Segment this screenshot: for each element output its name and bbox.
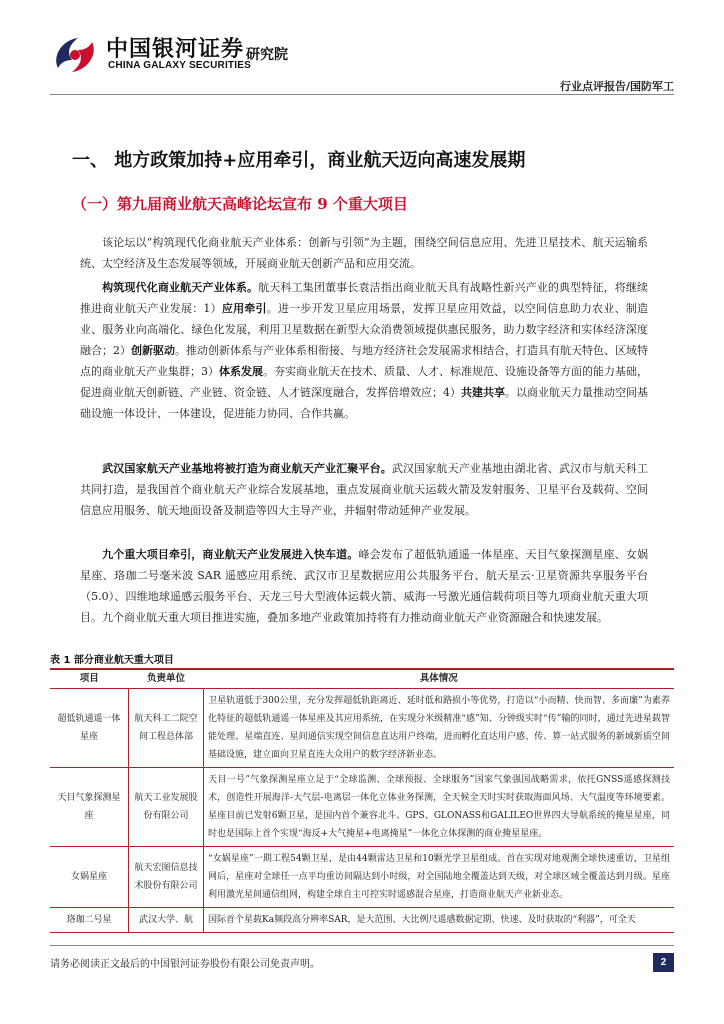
logo-chinese-name: 中国银河证券 — [106, 37, 245, 62]
unit-cell: 航天宏图信息技术股份有限公司 — [129, 847, 204, 908]
header-divider — [50, 94, 674, 95]
unit-cell: 航天工业发展股份有限公司 — [129, 768, 204, 847]
table-caption: 表 1 部分商业航天重大项目 — [50, 655, 174, 666]
paragraph-text: 峰会发布了超低轨通遥一体星座、天目气象探测星座、女娲星座、珞珈二号毫米波 SAR 遥感应用系统、武汉市卫星数据应用公共服务平台、航天星云·卫星资源共享服务平台（5.0）、四维地球遥感云服务平台、天龙三号大型液体运载火箭、威海一号激光通信载荷项目等九项商业航天重大项目。九个商业航天重大项目推进实施，叠加多地产业政策加持将有力推动商业航天产业资源融合和快速发展。 — [80, 548, 649, 624]
project-cell: 女娲星座 — [50, 847, 129, 908]
page-header — [0, 0, 724, 100]
table-row — [50, 689, 674, 768]
unit-cell: 航天科工二院空间工程总体部 — [129, 689, 204, 768]
key-point: 创新驱动 — [131, 344, 175, 357]
paragraph-text: 该论坛以“构筑现代化商业航天产业体系：创新与引领”为主题，围绕空间信息应用、先进卫星技术、航天运输系统、太空经济及生态发展等领域，开展商业航天创新产品和应用交流。 — [80, 236, 648, 270]
table-header-row — [50, 669, 674, 689]
footer-divider — [50, 945, 674, 946]
galaxy-logo-icon — [50, 30, 100, 80]
paragraph-lead: 构筑现代化商业航天产业体系。 — [102, 281, 259, 294]
key-point: 共建共享 — [461, 386, 505, 399]
paragraph-nine-projects — [80, 544, 648, 628]
paragraph-text: 武汉国家航天产业基地由湖北省、武汉市与航天科工共同打造，是我国首个商业航天产业综合发展基地，重点发展商业航天运载火箭及发射服务、卫星平台及载荷、空间信息应用服务、航天地面设备及制造等四大主导产业，并辐射带动延伸产业发展。 — [80, 462, 649, 517]
paragraph-text: 。进一步开发卫星应用场景，发挥卫星应用效益，以空间信息助力农业、制造业、服务业向高端化、绿色化发展，利用卫星数据在新型大众消费领域提供惠民服务，助力数字经济和实体经济深度融合；2） — [80, 302, 649, 357]
report-type-label: 行业点评报告/国防军工 — [559, 80, 674, 93]
disclaimer-text: 请务必阅读正文最后的中国银河证券股份有限公司免责声明。 — [50, 959, 320, 970]
projects-table — [50, 668, 674, 933]
key-point: 体系发展 — [219, 365, 263, 378]
paragraph-text: 。夯实商业航天在技术、质量、人才、标准规范、设施设备等方面的能力基础，促进商业航天创新链、产业链、资金链、人才链深度融合，发挥倍增效应；4） — [80, 365, 648, 399]
paragraph-wuhan-base — [80, 458, 648, 521]
project-cell: 超低轨通遥一体星座 — [50, 689, 129, 768]
paragraph-text: 航天科工集团董事长袁洁指出商业航天具有战略性新兴产业的典型特征，将继续推进商业航天产业发展：1） — [80, 281, 649, 315]
project-cell: 天目气象探测星座 — [50, 768, 129, 847]
paragraph-text: 。推动创新体系与产业体系相衔接、与地方经济社会发展需求相结合，打造具有航天特色、区域特点的商业航天产业集群；3） — [80, 344, 648, 378]
column-header: 具体情况 — [204, 669, 675, 689]
paragraph-forum-theme — [80, 232, 648, 274]
unit-cell: 武汉大学、航 — [129, 908, 204, 933]
column-header: 负责单位 — [129, 669, 204, 689]
section-heading: 一、 地方政策加持+应用牵引，商业航天迈向高速发展期 — [72, 150, 526, 171]
subsection-heading: （一）第九届商业航天高峰论坛宣布 9 个重大项目 — [72, 195, 408, 213]
paragraph-lead: 九个重大项目牵引，商业航天产业发展进入快车道。 — [102, 548, 359, 561]
paragraph-text: 。以商业航天力量推动空间基础设施一体设计、一体建设，促进能力协同、合作共赢。 — [80, 386, 648, 420]
detail-cell: “女娲星座”一期工程54颗卫星，是由44颗雷达卫星和10颗光学卫星组成。首在实现对地观测全球快速重访，卫星组网后，星座对全球任一点平均重访间隔达到小时级，对全国陆地全覆盖达到天级，对全球区域全覆盖达到月级。星座利用激光星间通信组网，构建全球自主可控实时遥感混合星座，打造商业航天产业新业态。 — [204, 847, 675, 908]
page-number-badge: 2 — [653, 953, 674, 972]
logo-english-name: CHINA GALAXY SECURITIES — [108, 60, 251, 71]
table-row — [50, 847, 674, 908]
key-point: 应用牵引 — [221, 302, 267, 315]
paragraph-lead: 武汉国家航天产业基地将被打造为商业航天产业汇聚平台。 — [102, 462, 392, 475]
detail-cell: 卫星轨道低于300公里，充分发挥超低轨距离近、延时低和路损小等优势，打造以“小而精、快而智、多而廉”为素养化特征的超低轨通遥一体星座及其应用系统，在实现分米级精准“感”知、分钟级实时“传”输的同时，通过先进星载智能处理、星端直连、星间通信实现空间信息直达用户终端，进而孵化直达用户感、传、算一站式服务的新域新质空间基础设施，建立面向卫星直连大众用户的数字经济新业态。 — [204, 689, 675, 768]
detail-cell: 国际首个星载Ka频段高分辨率SAR，是大范围、大比例尺遥感数据定期、快速、及时获取的“利器”，可全天 — [204, 908, 675, 933]
detail-cell: 天目一号”气象探测星座立足于“全球监测、全球预报、全球服务”国家气象强国战略需求，依托GNSS遥感探测技术，创造性开展海洋-大气层-电离层一体化立体业务探测，全天候全天时实时获取海面风场、大气温度等环境要素。星座目前已发射6颗卫星，是国内首个兼容北斗、GPS、GLONASS和GALILEO世界四大导航系统的掩星星座，同时也是国际上首个实现“海反+大气掩星+电离掩星”一体化立体探测的商业掩星星座。 — [204, 768, 675, 847]
column-header: 项目 — [50, 669, 129, 689]
project-cell: 珞珈二号星 — [50, 908, 129, 933]
paragraph-industry-system — [80, 277, 648, 424]
table-row — [50, 768, 674, 847]
research-institute-label: 研究院 — [246, 47, 288, 63]
table-row — [50, 908, 674, 933]
